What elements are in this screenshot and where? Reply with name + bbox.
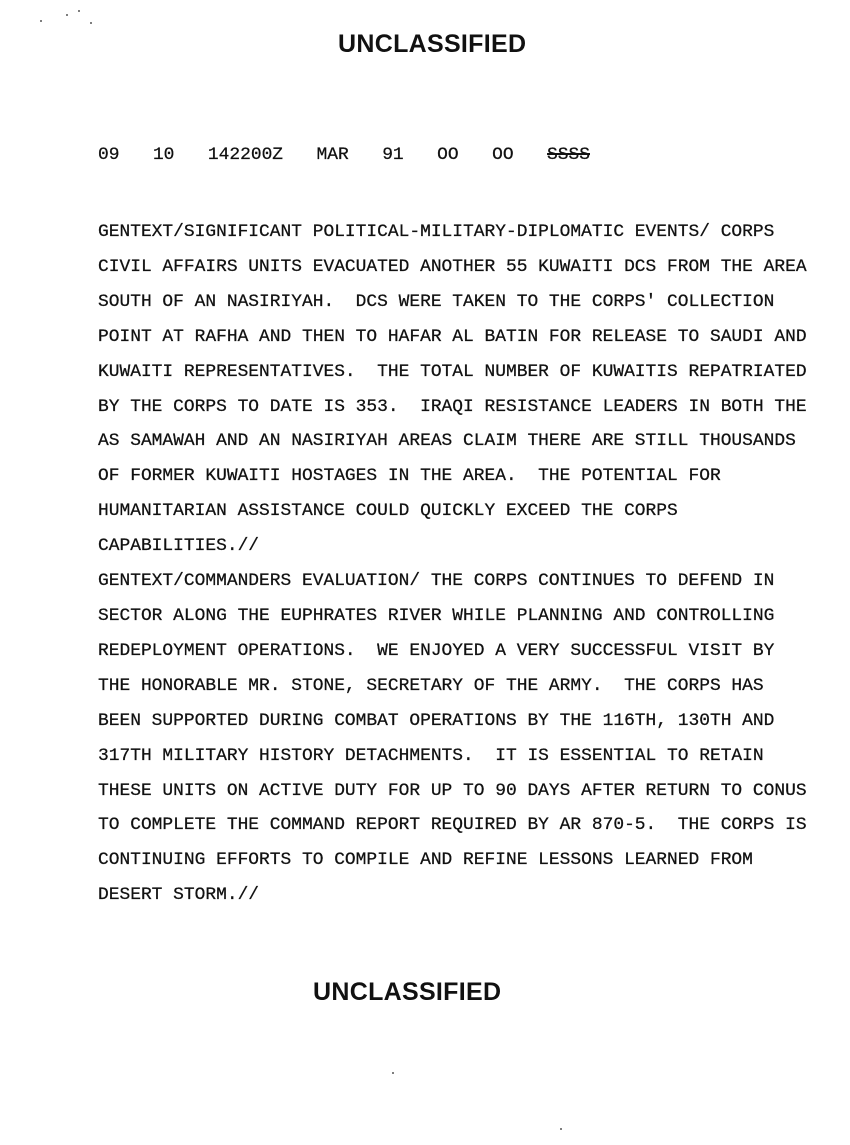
scan-speck bbox=[66, 14, 68, 16]
message-body bbox=[98, 215, 807, 913]
scan-speck bbox=[392, 1072, 394, 1074]
classification-footer: UNCLASSIFIED bbox=[313, 978, 502, 1006]
scan-speck bbox=[90, 22, 92, 24]
scan-speck bbox=[78, 10, 80, 12]
classification-header: UNCLASSIFIED bbox=[338, 30, 527, 58]
text-line: 317TH MILITARY HISTORY DETACHMENTS. IT IS ESSENTIAL TO RETAIN bbox=[98, 745, 764, 766]
text-line: KUWAITI REPRESENTATIVES. THE TOTAL NUMBER OF KUWAITIS REPATRIATED bbox=[98, 361, 807, 382]
text-line: SOUTH OF AN NASIRIYAH. DCS WERE TAKEN TO THE CORPS' COLLECTION bbox=[98, 291, 775, 312]
text-line: DESERT STORM.// bbox=[98, 885, 260, 906]
struck-classification: SSSS bbox=[547, 145, 590, 165]
text-line: GENTEXT/COMMANDERS EVALUATION/ THE CORPS CONTINUES TO DEFEND IN bbox=[98, 571, 775, 592]
text-line: THESE UNITS ON ACTIVE DUTY FOR UP TO 90 DAYS AFTER RETURN TO CONUS bbox=[98, 780, 807, 801]
date-time-group bbox=[98, 145, 590, 165]
text-line: POINT AT RAFHA AND THEN TO HAFAR AL BATIN FOR RELEASE TO SAUDI AND bbox=[98, 326, 807, 347]
text-line: BY THE CORPS TO DATE IS 353. IRAQI RESISTANCE LEADERS IN BOTH THE bbox=[98, 396, 807, 417]
text-line: REDEPLOYMENT OPERATIONS. WE ENJOYED A VERY SUCCESSFUL VISIT BY bbox=[98, 640, 775, 661]
text-line: THE HONORABLE MR. STONE, SECRETARY OF THE ARMY. THE CORPS HAS bbox=[98, 675, 764, 696]
text-line: BEEN SUPPORTED DURING COMBAT OPERATIONS BY THE 116TH, 130TH AND bbox=[98, 710, 775, 731]
text-line: CIVIL AFFAIRS UNITS EVACUATED ANOTHER 55 KUWAITI DCS FROM THE AREA bbox=[98, 256, 807, 277]
dtg-text: 09 10 142200Z MAR 91 OO OO bbox=[98, 145, 514, 165]
text-line: OF FORMER KUWAITI HOSTAGES IN THE AREA. THE POTENTIAL FOR bbox=[98, 466, 721, 487]
scan-speck bbox=[40, 20, 42, 22]
scan-speck bbox=[560, 1128, 562, 1130]
text-line: TO COMPLETE THE COMMAND REPORT REQUIRED BY AR 870-5. THE CORPS IS bbox=[98, 815, 807, 836]
text-line: AS SAMAWAH AND AN NASIRIYAH AREAS CLAIM THERE ARE STILL THOUSANDS bbox=[98, 431, 796, 452]
text-line: CAPABILITIES.// bbox=[98, 536, 260, 557]
text-line: GENTEXT/SIGNIFICANT POLITICAL-MILITARY-DIPLOMATIC EVENTS/ CORPS bbox=[98, 222, 775, 242]
text-line: SECTOR ALONG THE EUPHRATES RIVER WHILE PLANNING AND CONTROLLING bbox=[98, 605, 775, 626]
text-line: CONTINUING EFFORTS TO COMPILE AND REFINE LESSONS LEARNED FROM bbox=[98, 850, 753, 871]
text-line: HUMANITARIAN ASSISTANCE COULD QUICKLY EXCEED THE CORPS bbox=[98, 501, 678, 522]
